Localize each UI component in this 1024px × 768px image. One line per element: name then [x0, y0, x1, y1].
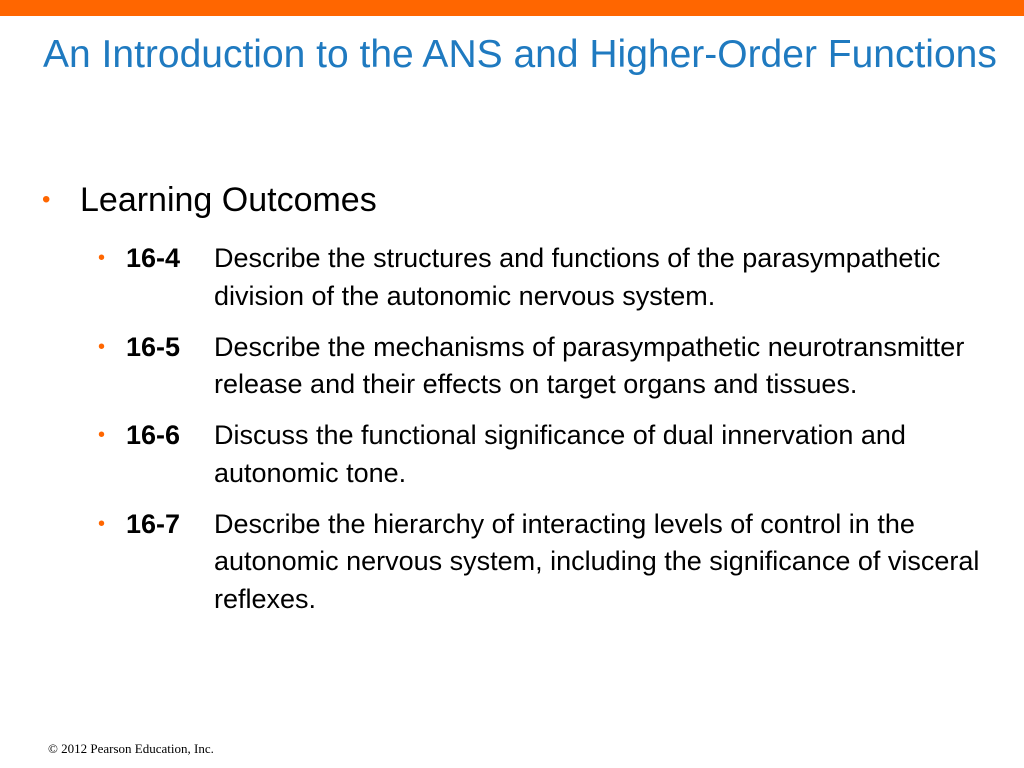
outcome-text: Describe the mechanisms of parasympathetic neurotransmitter release and their effects on target organs and tissues. [214, 331, 965, 399]
list-item [98, 240, 998, 315]
outcome-text: Describe the structures and functions of the parasympathetic division of the autonomic nervous system. [214, 243, 941, 311]
list-item [98, 506, 998, 619]
bullet-icon: • [98, 247, 106, 269]
outcome-code: 16-5 [126, 331, 181, 362]
outcome-code: 16-7 [126, 508, 181, 539]
top-accent-bar [0, 0, 1024, 16]
list-item [98, 417, 998, 492]
bullet-icon: • [98, 424, 106, 446]
bullet-icon: • [98, 512, 106, 535]
slide-title: An Introduction to the ANS and Higher-Order Functions [43, 33, 997, 76]
outcome-text: Discuss the functional significance of dual innervation and autonomic tone. [214, 420, 906, 488]
list-item [98, 329, 998, 404]
outcome-code: 16-6 [126, 420, 181, 450]
outcome-code: 16-4 [126, 243, 181, 273]
outcomes-list [98, 240, 998, 632]
heading-text: Learning Outcomes [80, 181, 377, 219]
copyright-notice: © 2012 Pearson Education, Inc. [48, 741, 214, 756]
outcome-text: Describe the hierarchy of interacting levels of control in the autonomic nervous system, including the significance of visceral reflexes. [214, 508, 980, 614]
bullet-icon: • [98, 335, 106, 358]
learning-outcomes-heading [42, 178, 377, 222]
bullet-icon: • [42, 186, 51, 213]
